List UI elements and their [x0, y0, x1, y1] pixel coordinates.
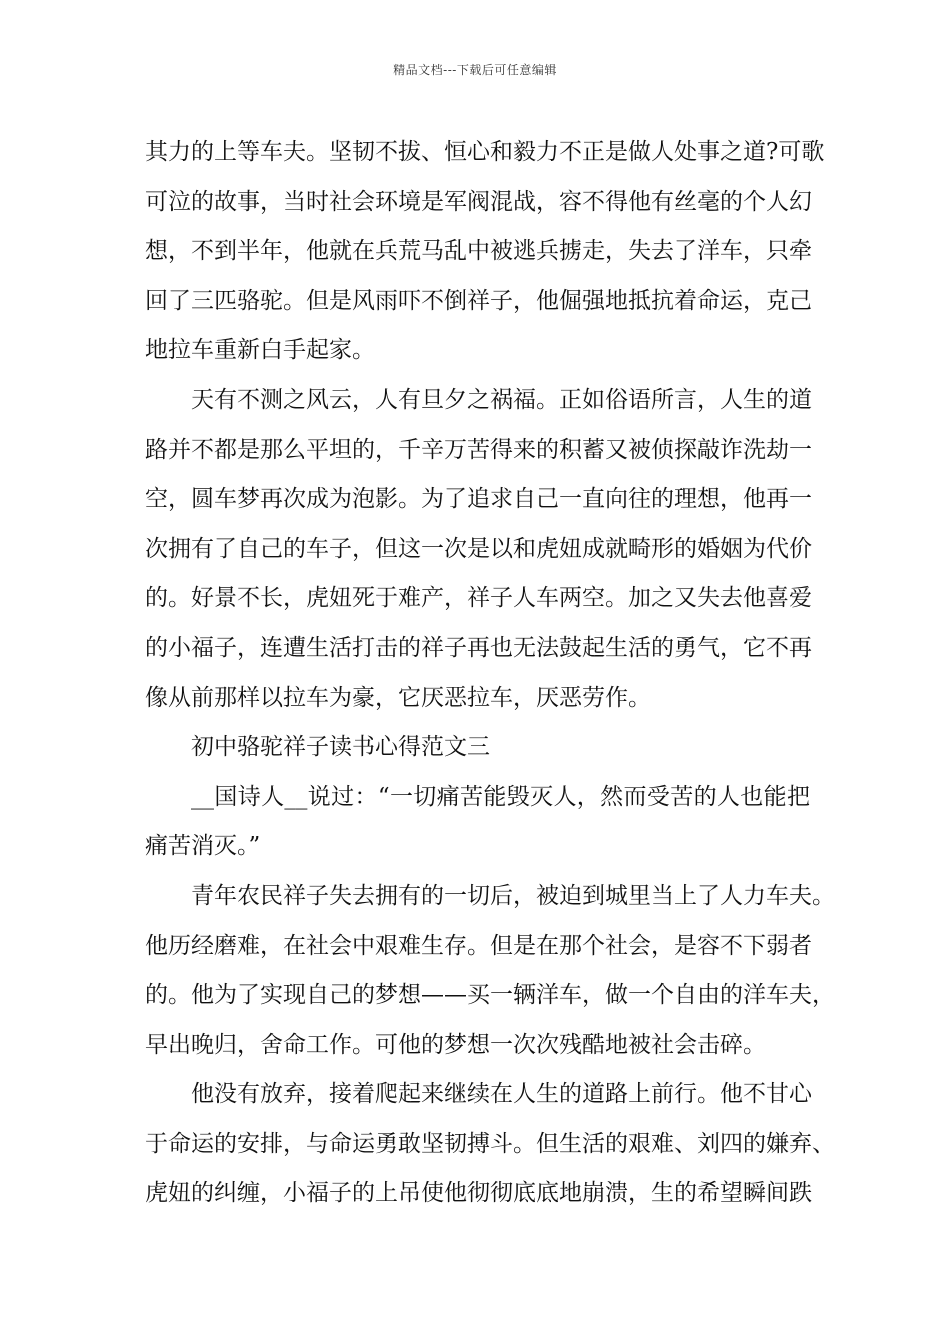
text-line: 天有不测之风云，人有旦夕之祸福。正如俗语所言，人生的道 [191, 386, 812, 413]
section-heading: 初中骆驼祥子读书心得范文三 [191, 734, 490, 761]
document-body [145, 128, 835, 1219]
text-line: 的。好景不长，虎妞死于难产，祥子人车两空。加之又失去他喜爱 [145, 585, 812, 612]
text-line: 回了三匹骆驼。但是风雨吓不倒祥子，他倔强地抵抗着命运，克己 [145, 287, 812, 314]
text-line: 早出晚归，舍命工作。可他的梦想一次次残酷地被社会击碎。 [145, 1031, 766, 1058]
text-line: 痛苦消灭。” [145, 833, 261, 860]
text-line: __国诗人__说过：“一切痛苦能毁灭人，然而受苦的人也能把 [191, 783, 810, 810]
text-line: 他没有放弃，接着爬起来继续在人生的道路上前行。他不甘心 [191, 1081, 812, 1108]
text-line: 空，圆车梦再次成为泡影。为了追求自己一直向往的理想，他再一 [145, 486, 812, 513]
text-line: 地拉车重新白手起家。 [145, 337, 375, 364]
text-line: 路并不都是那么平坦的，千辛万苦得来的积蓄又被侦探敲诈洗劫一 [145, 436, 812, 463]
text-line: 的。他为了实现自己的梦想——买一辆洋车，做一个自由的洋车夫， [145, 982, 835, 1009]
text-line: 虎妞的纠缠，小福子的上吊使他彻彻底底地崩溃，生的希望瞬间跌 [145, 1180, 812, 1207]
page-header: 精品文档---下载后可任意编辑 [393, 63, 557, 77]
text-line: 像从前那样以拉车为豪，它厌恶拉车，厌恶劳作。 [145, 684, 651, 711]
text-line: 青年农民祥子失去拥有的一切后，被迫到城里当上了人力车夫。 [191, 882, 835, 909]
text-line: 想，不到半年，他就在兵荒马乱中被逃兵掳走，失去了洋车，只牵 [145, 238, 812, 265]
text-line: 可泣的故事，当时社会环境是军阀混战，容不得他有丝毫的个人幻 [145, 188, 812, 215]
text-line: 于命运的安排，与命运勇敢坚韧搏斗。但生活的艰难、刘四的嫌弃、 [145, 1130, 835, 1157]
text-line: 其力的上等车夫。坚韧不拔、恒心和毅力不正是做人处事之道?可歌 [145, 139, 825, 165]
text-line: 次拥有了自己的车子，但这一次是以和虎妞成就畸形的婚姻为代价 [145, 535, 812, 562]
text-line: 的小福子，连遭生活打击的祥子再也无法鼓起生活的勇气，它不再 [145, 634, 812, 661]
text-line: 他历经磨难，在社会中艰难生存。但是在那个社会，是容不下弱者 [145, 932, 812, 959]
